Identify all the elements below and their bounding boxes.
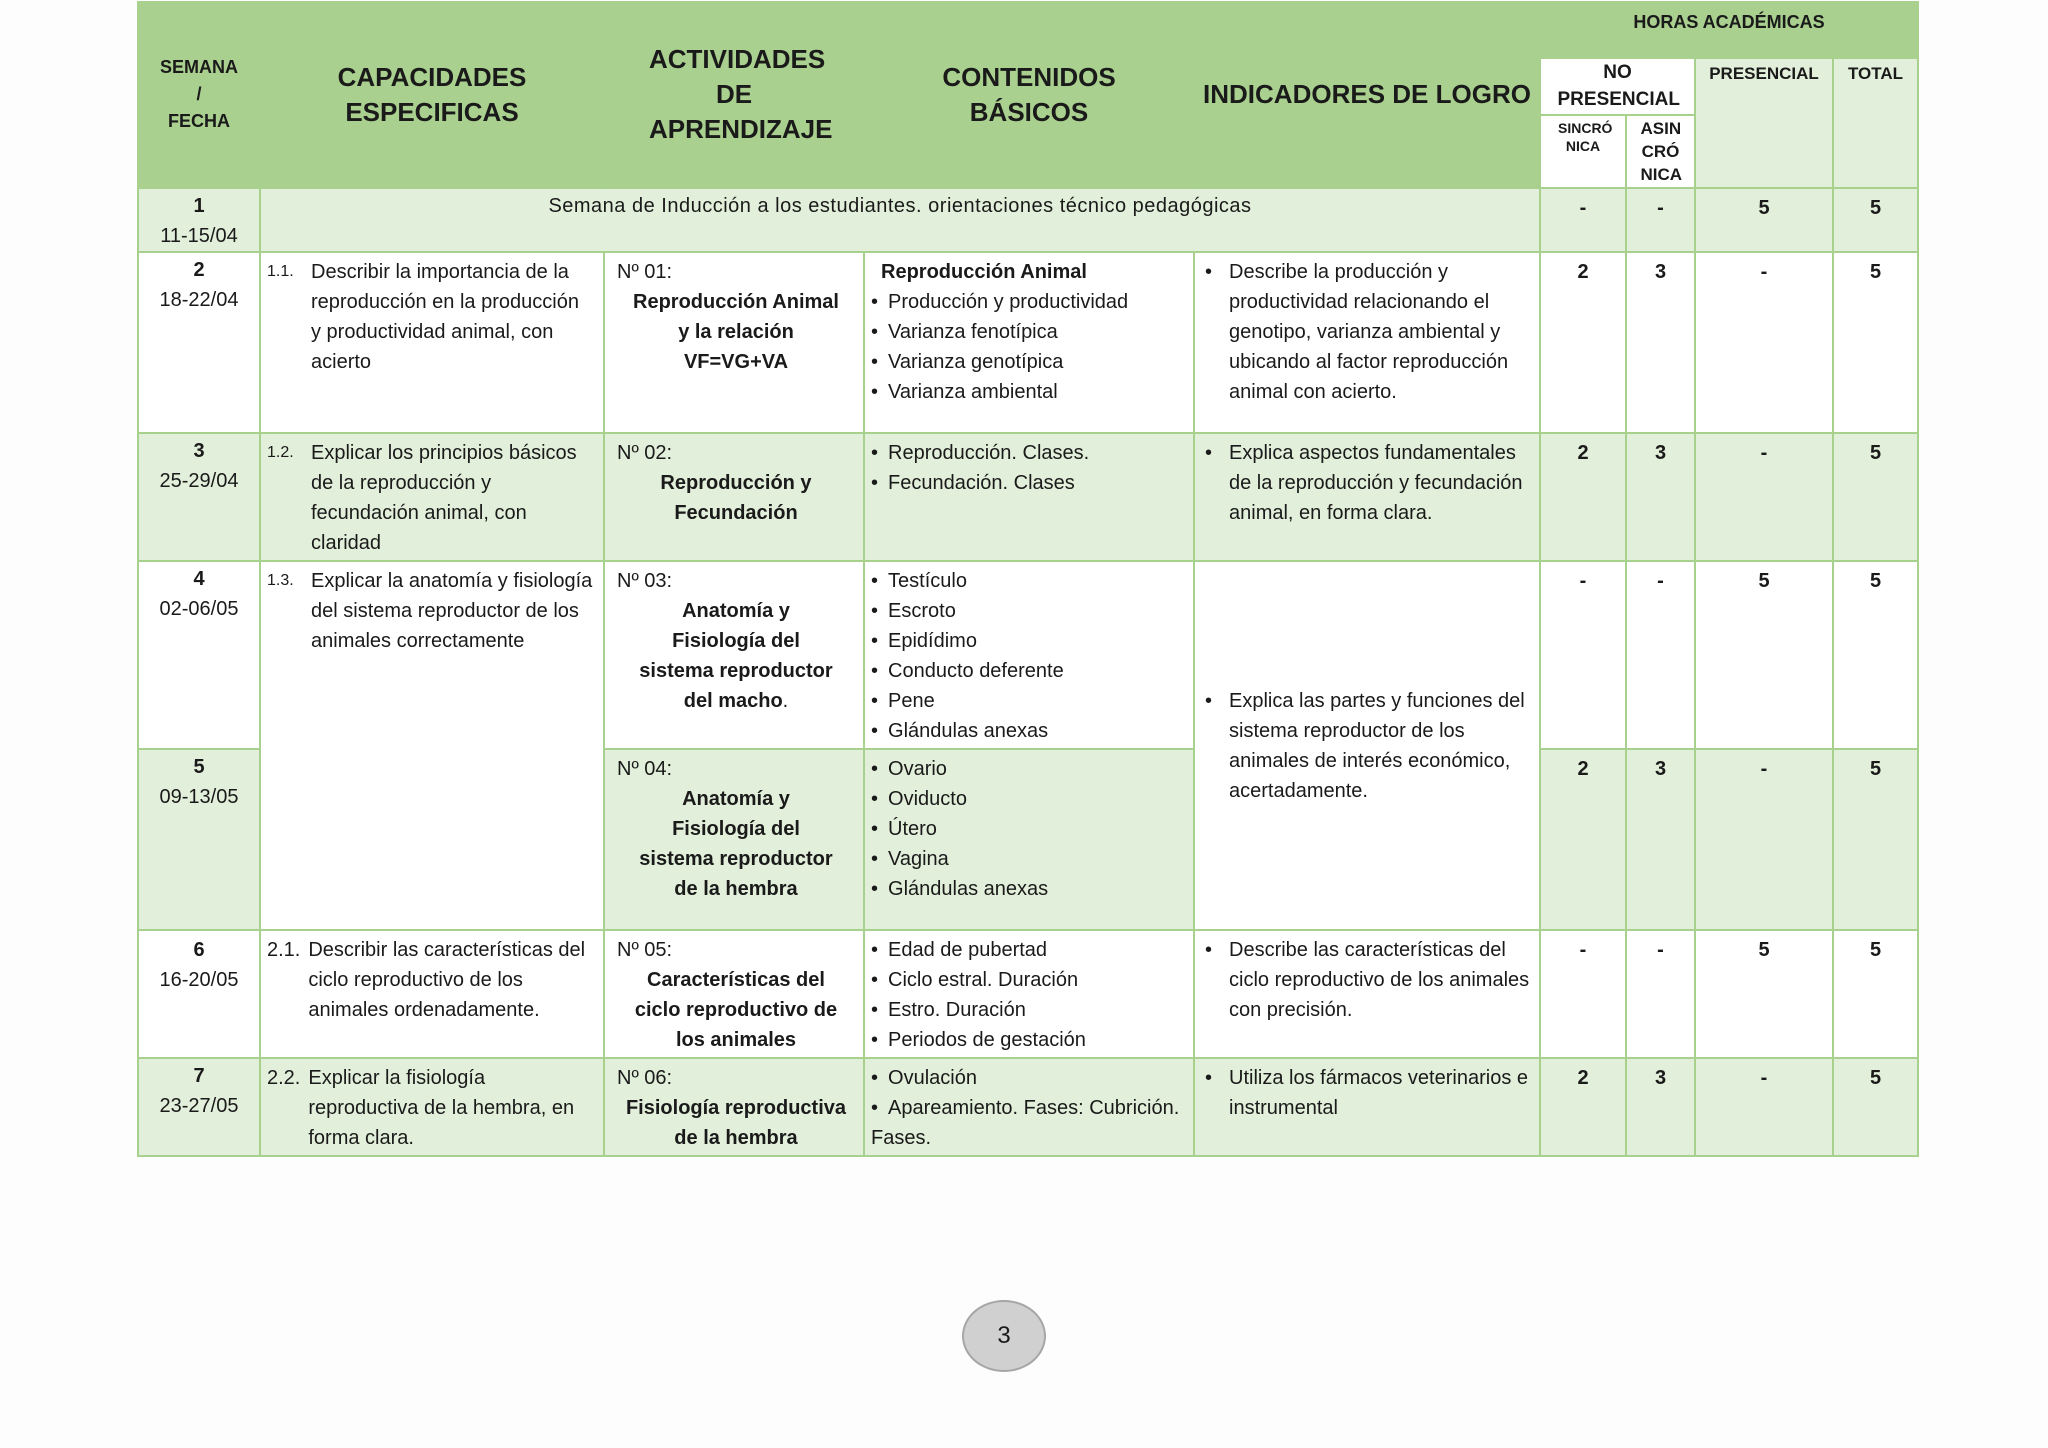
header-horas: HORAS ACADÉMICAS [1540, 2, 1918, 58]
list-item: • Conducto deferente [871, 656, 1185, 686]
list-item: • Varianza ambiental [871, 377, 1185, 407]
actividad-title: Reproducción y Fecundación [660, 471, 812, 524]
indicador-cell [1194, 561, 1540, 930]
header-indicadores: INDICADORES DE LOGRO [1194, 2, 1540, 188]
actividad-cell [604, 930, 864, 1058]
week-number: 3 [193, 439, 205, 462]
hours-total: 5 [1833, 188, 1918, 252]
contenido-list [871, 935, 1185, 1055]
capacidad-cell [260, 1058, 604, 1156]
hours-asincronica: 3 [1626, 433, 1695, 561]
hours-asincronica: - [1626, 930, 1695, 1058]
header-semana: SEMANA [159, 57, 238, 78]
actividad-cell [604, 252, 864, 433]
week-number: 2 [193, 258, 205, 281]
hours-sincronica: 2 [1540, 1058, 1626, 1156]
table-row [138, 433, 1918, 561]
contenido-cell [864, 433, 1194, 561]
hours-sincronica: - [1540, 188, 1626, 252]
table-row [138, 188, 1918, 252]
capacidad-text: Explicar los principios básicos de la reproducción y fecundación animal, con claridad [311, 441, 577, 554]
actividad-cell [604, 433, 864, 561]
list-item: • Escroto [871, 596, 1185, 626]
list-item: • Varianza fenotípica [871, 317, 1185, 347]
capacidad-cell [260, 252, 604, 433]
week-date: 25-29/04 [159, 469, 239, 492]
hours-presencial: - [1695, 433, 1833, 561]
list-item: • Vagina [871, 844, 1185, 874]
capacidad-cell [260, 433, 604, 561]
week-number: 5 [193, 755, 205, 778]
bullet-icon: • [1205, 690, 1213, 713]
header-contenidos: CONTENIDOS BÁSICOS [864, 2, 1194, 188]
week-cell [138, 252, 260, 433]
indicador-cell [1194, 1058, 1540, 1156]
week-cell [138, 561, 260, 749]
week-cell [138, 749, 260, 930]
hours-total: 5 [1833, 1058, 1918, 1156]
capacidad-text: Describir la importancia de la reproducción en la producción y productividad animal, con acierto [311, 260, 579, 373]
capacidad-text: Explicar la fisiología reproductiva de la hembra, en forma clara. [308, 1066, 575, 1149]
hours-total: 5 [1833, 561, 1918, 749]
hours-asincronica: - [1626, 561, 1695, 749]
table-row [138, 1058, 1918, 1156]
week-cell [138, 188, 260, 252]
capacidad-number: 1.2. [267, 443, 294, 461]
contenido-list [871, 438, 1185, 498]
bullet-icon: • [1205, 260, 1213, 283]
list-item: • Ciclo estral. Duración [871, 965, 1185, 995]
hours-total: 5 [1833, 252, 1918, 433]
capacidad-number: 1.3. [267, 571, 294, 589]
actividad-number: Nº 06: [617, 1066, 673, 1089]
indicador-text: Utiliza los fármacos veterinarios e instrumental [1229, 1066, 1528, 1119]
capacidad-cell [260, 930, 604, 1058]
list-item: • Glándulas anexas [871, 874, 1185, 904]
actividad-cell [604, 1058, 864, 1156]
list-item: • Oviducto [871, 784, 1185, 814]
week-cell [138, 1058, 260, 1156]
list-item: • Periodos de gestación [871, 1025, 1185, 1055]
contenido-title: Reproducción Animal [881, 260, 1087, 283]
hours-total: 5 [1833, 433, 1918, 561]
hours-asincronica: - [1626, 188, 1695, 252]
capacidad-number: 1.1. [267, 262, 294, 280]
header-no-presencial: NO PRESENCIAL [1540, 58, 1695, 115]
capacidad-text: Explicar la anatomía y fisiología del sistema reproductor de los animales correctamente [311, 569, 593, 652]
list-item: • Producción y productividad [871, 287, 1185, 317]
hours-presencial: - [1695, 252, 1833, 433]
list-item: • Apareamiento. Fases: Cubrición. Fases. [871, 1093, 1185, 1153]
actividad-cell [604, 561, 864, 749]
actividad-title: Reproducción Animal y la relación VF=VG+VA [633, 290, 839, 373]
week-cell [138, 930, 260, 1058]
week-number: 7 [193, 1064, 205, 1087]
hours-presencial: 5 [1695, 930, 1833, 1058]
header-presencial: PRESENCIAL [1695, 58, 1833, 188]
contenido-list [871, 1063, 1185, 1153]
week-number: 6 [193, 938, 205, 961]
actividad-title: Anatomía y Fisiología del sistema reproductor de la hembra [639, 787, 833, 900]
week-date: 16-20/05 [159, 968, 239, 991]
actividad-number: Nº 04: [617, 757, 673, 780]
table-row [138, 561, 1918, 749]
list-item: • Fecundación. Clases [871, 468, 1185, 498]
actividad-cell [604, 749, 864, 930]
header-asincronica: ASIN CRÓ NICA [1626, 115, 1695, 188]
hours-asincronica: 3 [1626, 252, 1695, 433]
capacidad-number: 2.1. [267, 938, 301, 961]
hours-presencial: - [1695, 749, 1833, 930]
indicador-text: Explica las partes y funciones del sistema reproductor de los animales de interés económico, acertadamente. [1229, 690, 1525, 803]
actividad-number: Nº 02: [617, 441, 673, 464]
hours-asincronica: 3 [1626, 1058, 1695, 1156]
indicador-cell [1194, 252, 1540, 433]
contenido-list [871, 754, 1185, 904]
page-number-badge: 3 [962, 1300, 1046, 1372]
week-date: 18-22/04 [159, 288, 239, 311]
hours-total: 5 [1833, 930, 1918, 1058]
week-date: 23-27/05 [159, 1094, 239, 1117]
schedule-table [137, 1, 1919, 1157]
induction-text: Semana de Inducción a los estudiantes. orientaciones técnico pedagógicas [260, 188, 1540, 252]
indicador-text: Describe las características del ciclo reproductivo de los animales con precisión. [1229, 938, 1530, 1021]
header-semana-fecha [138, 2, 260, 188]
contenido-cell [864, 749, 1194, 930]
hours-sincronica: 2 [1540, 433, 1626, 561]
list-item: • Útero [871, 814, 1185, 844]
header-capacidades: CAPACIDADES ESPECIFICAS [260, 2, 604, 188]
table-row [138, 930, 1918, 1058]
header-fecha: FECHA [168, 111, 230, 132]
list-item: • Epidídimo [871, 626, 1185, 656]
list-item: • Glándulas anexas [871, 716, 1185, 746]
hours-sincronica: 2 [1540, 749, 1626, 930]
bullet-icon: • [1205, 441, 1213, 464]
bullet-icon: • [1205, 938, 1213, 961]
list-item: • Ovulación [871, 1063, 1185, 1093]
header-total: TOTAL [1833, 58, 1918, 188]
list-item: • Ovario [871, 754, 1185, 784]
indicador-text: Describe la producción y productividad relacionando el genotipo, varianza ambiental y ubicando al factor reproducción animal con acierto. [1229, 260, 1509, 403]
actividad-number: Nº 05: [617, 938, 673, 961]
actividad-title: Fisiología reproductiva de la hembra [625, 1096, 847, 1149]
contenido-list [871, 287, 1185, 407]
bullet-icon: • [1205, 1066, 1213, 1089]
hours-presencial: 5 [1695, 561, 1833, 749]
table-row [138, 252, 1918, 433]
week-date: 11-15/04 [160, 224, 238, 247]
actividad-title: Anatomía y Fisiología del sistema reproductor del macho. [639, 599, 833, 712]
hours-presencial: - [1695, 1058, 1833, 1156]
hours-total: 5 [1833, 749, 1918, 930]
list-item: • Reproducción. Clases. [871, 438, 1185, 468]
list-item: • Testículo [871, 566, 1185, 596]
capacidad-number: 2.2. [267, 1066, 301, 1089]
list-item: • Pene [871, 686, 1185, 716]
actividad-number: Nº 03: [617, 569, 673, 592]
contenido-cell [864, 1058, 1194, 1156]
hours-sincronica: - [1540, 930, 1626, 1058]
header-slash: / [196, 84, 202, 105]
hours-asincronica: 3 [1626, 749, 1695, 930]
indicador-cell [1194, 433, 1540, 561]
list-item: • Edad de pubertad [871, 935, 1185, 965]
contenido-list [871, 566, 1185, 746]
indicador-text: Explica aspectos fundamentales de la reproducción y fecundación animal, en forma clara. [1229, 441, 1523, 524]
actividad-number: Nº 01: [617, 260, 673, 283]
contenido-cell [864, 561, 1194, 749]
week-number: 1 [193, 194, 205, 217]
week-cell [138, 433, 260, 561]
hours-presencial: 5 [1695, 188, 1833, 252]
list-item: • Estro. Duración [871, 995, 1185, 1025]
capacidad-text: Describir las características del ciclo reproductivo de los animales ordenadamente. [308, 938, 586, 1021]
indicador-cell [1194, 930, 1540, 1058]
capacidad-cell [260, 561, 604, 930]
week-date: 09-13/05 [159, 785, 239, 808]
list-item: • Varianza genotípica [871, 347, 1185, 377]
header-actividades: ACTIVIDADES DE APRENDIZAJE [604, 2, 864, 188]
contenido-cell [864, 930, 1194, 1058]
header-sincronica: SINCRÓ NICA [1540, 115, 1626, 188]
hours-sincronica: 2 [1540, 252, 1626, 433]
contenido-cell [864, 252, 1194, 433]
hours-sincronica: - [1540, 561, 1626, 749]
week-date: 02-06/05 [159, 597, 239, 620]
week-number: 4 [193, 567, 205, 590]
actividad-title: Características del ciclo reproductivo de los animales [634, 968, 838, 1051]
